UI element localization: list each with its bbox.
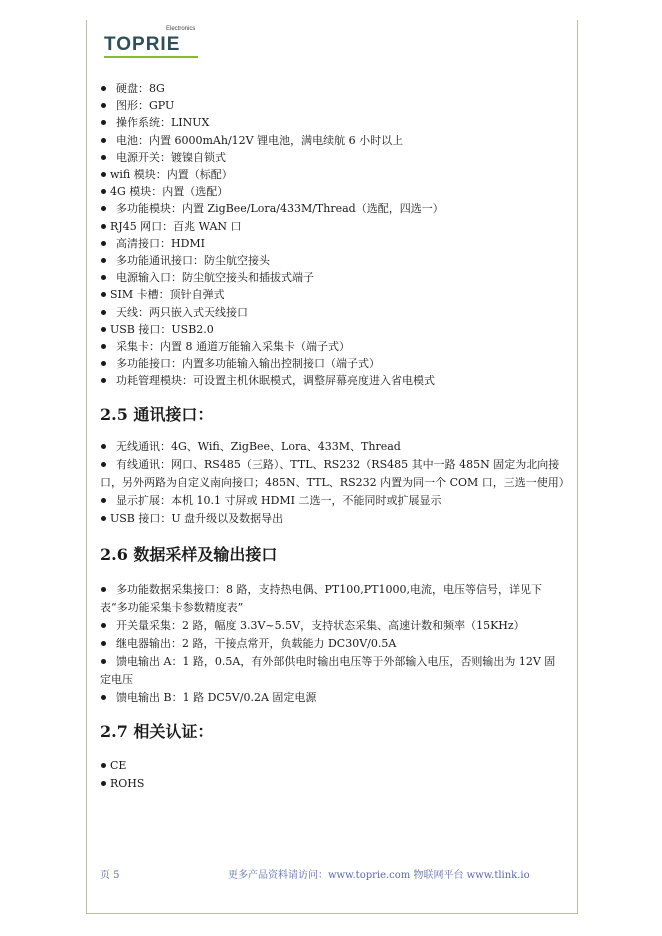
list-item: 馈电输出 B：1 路 DC5V/0.2A 固定电源 [100, 689, 566, 707]
list-item: 操作系统：LINUX [100, 114, 566, 131]
list-item: 图形：GPU [100, 97, 566, 114]
list-item: 无线通讯：4G、Wifi、ZigBee、Lora、433M、Thread [100, 438, 566, 456]
list-item: 电池：内置 6000mAh/12V 锂电池，满电续航 6 小时以上 [100, 132, 566, 149]
logo-subtitle: Electronics [166, 26, 196, 32]
document-body [100, 80, 570, 793]
list-item: 天线：两只嵌入式天线接口 [100, 304, 566, 321]
list-item: 电源输入口：防尘航空接头和插拔式端子 [100, 269, 566, 286]
spec-list [100, 80, 566, 390]
list-item: wifi 模块：内置（标配） [100, 166, 566, 183]
list-item: 开关量采集：2 路，幅度 3.3V~5.5V，支持状态采集、高速计数和频率（15KHz） [100, 617, 566, 635]
section-2-7-list [100, 757, 566, 793]
list-item: 高清接口：HDMI [100, 235, 566, 252]
logo-underline [104, 56, 198, 58]
list-item: 4G 模块：内置（选配） [100, 183, 566, 200]
company-logo [104, 26, 204, 62]
list-item: 多功能数据采集接口：8 路，支持热电偶、PT100,PT1000,电流，电压等信号，详见下表“多功能采集卡参数精度表” [100, 581, 566, 617]
list-item: 多功能模块：内置 ZigBee/Lora/433M/Thread（选配，四选一） [100, 200, 566, 217]
list-item: RJ45 网口：百兆 WAN 口 [100, 218, 566, 235]
section-heading-2-6: 2.6 数据采样及输出接口 [100, 544, 278, 564]
list-item: 采集卡：内置 8 通道万能输入采集卡（端子式） [100, 338, 566, 355]
list-item: ROHS [100, 775, 566, 793]
list-item: 显示扩展：本机 10.1 寸屏或 HDMI 二选一，不能同时或扩展显示 [100, 492, 566, 510]
list-item: USB 接口：U 盘升级以及数据导出 [100, 510, 566, 528]
list-item: USB 接口：USB2.0 [100, 321, 566, 338]
list-item: 有线通讯：网口、RS485（三路）、TTL、RS232（RS485 其中一路 485N 固定为北向接口，另外两路为自定义南向接口；485N、TTL、RS232 内置为同一个 COM 口，三选一使用） [100, 456, 566, 492]
list-item: 继电器输出：2 路，干接点常开，负载能力 DC30V/0.5A [100, 635, 566, 653]
list-item: 电源开关：镀镍自锁式 [100, 149, 566, 166]
logo-wordmark: TOPRIE [104, 34, 181, 55]
list-item: 多功能通讯接口：防尘航空接头 [100, 252, 566, 269]
section-2-5-list [100, 438, 570, 528]
section-heading-2-7: 2.7 相关认证： [100, 721, 214, 741]
footer-links-text: 更多产品资料请访问：www.toprie.com 物联网平台 www.tlink.io [228, 870, 530, 881]
list-item: 多功能接口：内置多功能输入输出控制接口（端子式） [100, 355, 566, 372]
list-item: CE [100, 757, 566, 775]
list-item: SIM 卡槽：顶针自弹式 [100, 286, 566, 303]
list-item: 硬盘：8G [100, 80, 566, 97]
page-number: 页 5 [100, 870, 120, 881]
list-item: 馈电输出 A：1 路，0.5A，有外部供电时输出电压等于外部输入电压，否则输出为 12V 固定电压 [100, 653, 566, 689]
section-2-6-list [100, 581, 566, 707]
section-heading-2-5: 2.5 通讯接口： [100, 404, 214, 424]
list-item: 功耗管理模块：可设置主机休眠模式，调整屏幕亮度进入省电模式 [100, 372, 566, 389]
